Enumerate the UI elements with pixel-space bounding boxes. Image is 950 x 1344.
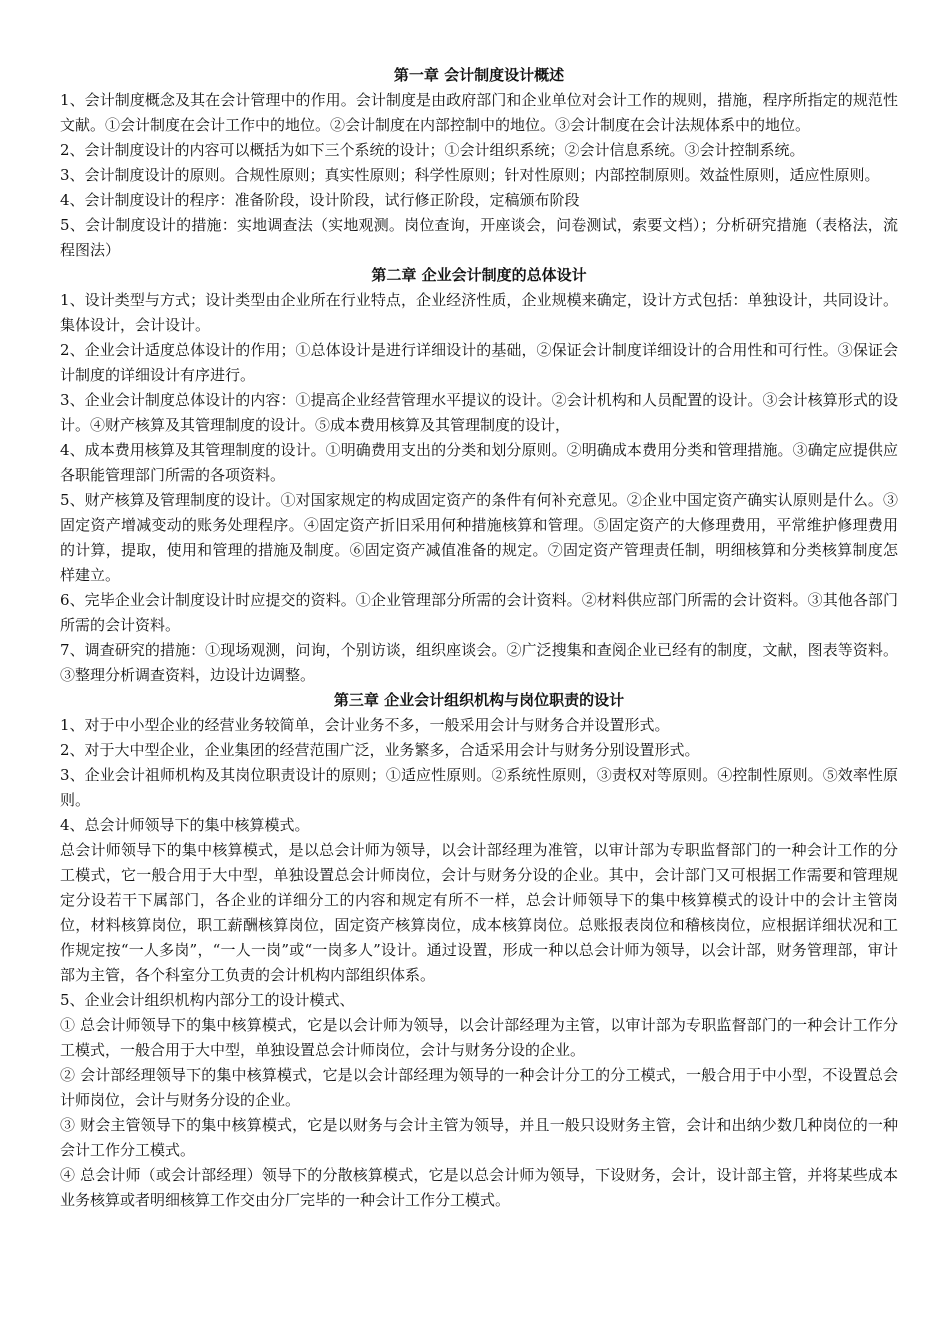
paragraph: 4、总会计师领导下的集中核算模式。 [60, 816, 310, 834]
paragraph: 5、企业会计组织机构内部分工的设计模式、 [60, 991, 355, 1009]
paragraph: 5、财产核算及管理制度的设计。①对国家规定的构成固定资产的条件有何补充意见。②企业中国定资产确实认原则是什么。③固定资产增减变动的账务处理程序。④固定资产折旧采用何种措施核算和管理。⑤固定资产的大修理费用，平常维护修理费用的计算，提取，使用和管理的措施及制度。⑥固定资产减值准备的规定。⑦固定资产管理责任制，明细核算和分类核算制度怎样建立。 [60, 491, 898, 584]
paragraph: 总会计师领导下的集中核算模式，是以总会计师为领导，以会计部经理为准管，以审计部为专职监督部门的一种会计工作的分工模式，它一般合用于大中型，单独设置总会计师岗位，会计与财务分设的企业。其中，会计部门又可根据工作需要和管理规定分设若干下属部门，各企业的详细分工的内容和规定有所不一样，总会计师领导下的集中核算模式的设计中的会计主管岗位，材料核算岗位，职工薪酬核算岗位，固定资产核算岗位，成本核算岗位。总账报表岗位和稽核岗位，应根据详细状况和工作规定按“一人多岗”，“一人一岗”或“一岗多人”设计。通过设置，形成一种以总会计师为领导，以会计部，财务管理部，审计部为主管，各个科室分工负责的会计机构内部组织体系。 [60, 841, 898, 984]
chapter-title: 第一章 会计制度设计概述 [393, 66, 565, 84]
paragraph: 5、会计制度设计的措施：实地调查法（实地观测。岗位查询，开座谈会，问卷测试，索要文档）；分析研究措施（表格法，流程图法） [60, 216, 898, 259]
paragraph: 1、对于中小型企业的经营业务较简单，会计业务不多，一般采用会计与财务合并设置形式。 [60, 716, 670, 734]
paragraph: 2、企业会计适度总体设计的作用；①总体设计是进行详细设计的基础，②保证会计制度详细设计的合用性和可行性。③保证会计制度的详细设计有序进行。 [60, 341, 898, 384]
paragraph: 6、完毕企业会计制度设计时应提交的资料。①企业管理部分所需的会计资料。②材料供应部门所需的会计资料。③其他各部门所需的会计资料。 [60, 591, 898, 634]
paragraph: 2、会计制度设计的内容可以概括为如下三个系统的设计；①会计组织系统；②会计信息系统。③会计控制系统。 [60, 141, 805, 159]
chapter-3 [60, 688, 898, 1213]
paragraph: 3、企业会计祖师机构及其岗位职责设计的原则；①适应性原则。②系统性原则，③责权对等原则。④控制性原则。⑤效率性原则。 [60, 766, 898, 809]
chapter-title: 第三章 企业会计组织机构与岗位职责的设计 [333, 691, 625, 709]
paragraph: 4、成本费用核算及其管理制度的设计。①明确费用支出的分类和划分原则。②明确成本费用分类和管理措施。③确定应提供应各职能管理部门所需的各项资料。 [60, 441, 898, 484]
paragraph: ① 总会计师领导下的集中核算模式，它是以会计师为领导，以会计部经理为主管，以审计部为专职监督部门的一种会计工作分工模式，一般合用于大中型，单独设置总会计师岗位，会计与财务分设的企业。 [60, 1016, 898, 1059]
document-page [60, 63, 898, 1213]
paragraph: 4、会计制度设计的程序：准备阶段，设计阶段，试行修正阶段，定稿颁布阶段 [60, 191, 580, 209]
paragraph: 1、会计制度概念及其在会计管理中的作用。会计制度是由政府部门和企业单位对会计工作的规则，措施，程序所指定的规范性文献。①会计制度在会计工作中的地位。②会计制度在内部控制中的地位。③会计制度在会计法规体系中的地位。 [60, 91, 898, 134]
paragraph: 7、调查研究的措施：①现场观测，问询，个别访谈，组织座谈会。②广泛搜集和查阅企业已经有的制度，文献，图表等资料。③整理分析调查资料，边设计边调整。 [60, 641, 898, 684]
chapter-title: 第二章 企业会计制度的总体设计 [371, 266, 587, 284]
paragraph: 1、设计类型与方式；设计类型由企业所在行业特点，企业经济性质，企业规模来确定，设计方式包括：单独设计，共同设计。集体设计，会计设计。 [60, 291, 898, 334]
paragraph: 3、会计制度设计的原则。合规性原则；真实性原则；科学性原则；针对性原则；内部控制原则。效益性原则，适应性原则。 [60, 166, 880, 184]
chapter-1 [60, 63, 898, 263]
paragraph: 2、对于大中型企业，企业集团的经营范围广泛，业务繁多，合适采用会计与财务分别设置形式。 [60, 741, 700, 759]
paragraph: ③ 财会主管领导下的集中核算模式，它是以财务与会计主管为领导，并且一般只设财务主管，会计和出纳少数几种岗位的一种会计工作分工模式。 [60, 1116, 898, 1159]
chapter-2 [60, 263, 898, 688]
paragraph: ② 会计部经理领导下的集中核算模式，它是以会计部经理为领导的一种会计分工的分工模式，一般合用于中小型，不设置总会计师岗位，会计与财务分设的企业。 [60, 1066, 898, 1109]
paragraph: ④ 总会计师（或会计部经理）领导下的分散核算模式，它是以总会计师为领导，下设财务，会计，设计部主管，并将某些成本业务核算或者明细核算工作交由分厂完毕的一种会计工作分工模式。 [60, 1166, 898, 1209]
paragraph: 3、企业会计制度总体设计的内容：①提高企业经营管理水平提议的设计。②会计机构和人员配置的设计。③会计核算形式的设计。④财产核算及其管理制度的设计。⑤成本费用核算及其管理制度的设计， [60, 391, 898, 434]
